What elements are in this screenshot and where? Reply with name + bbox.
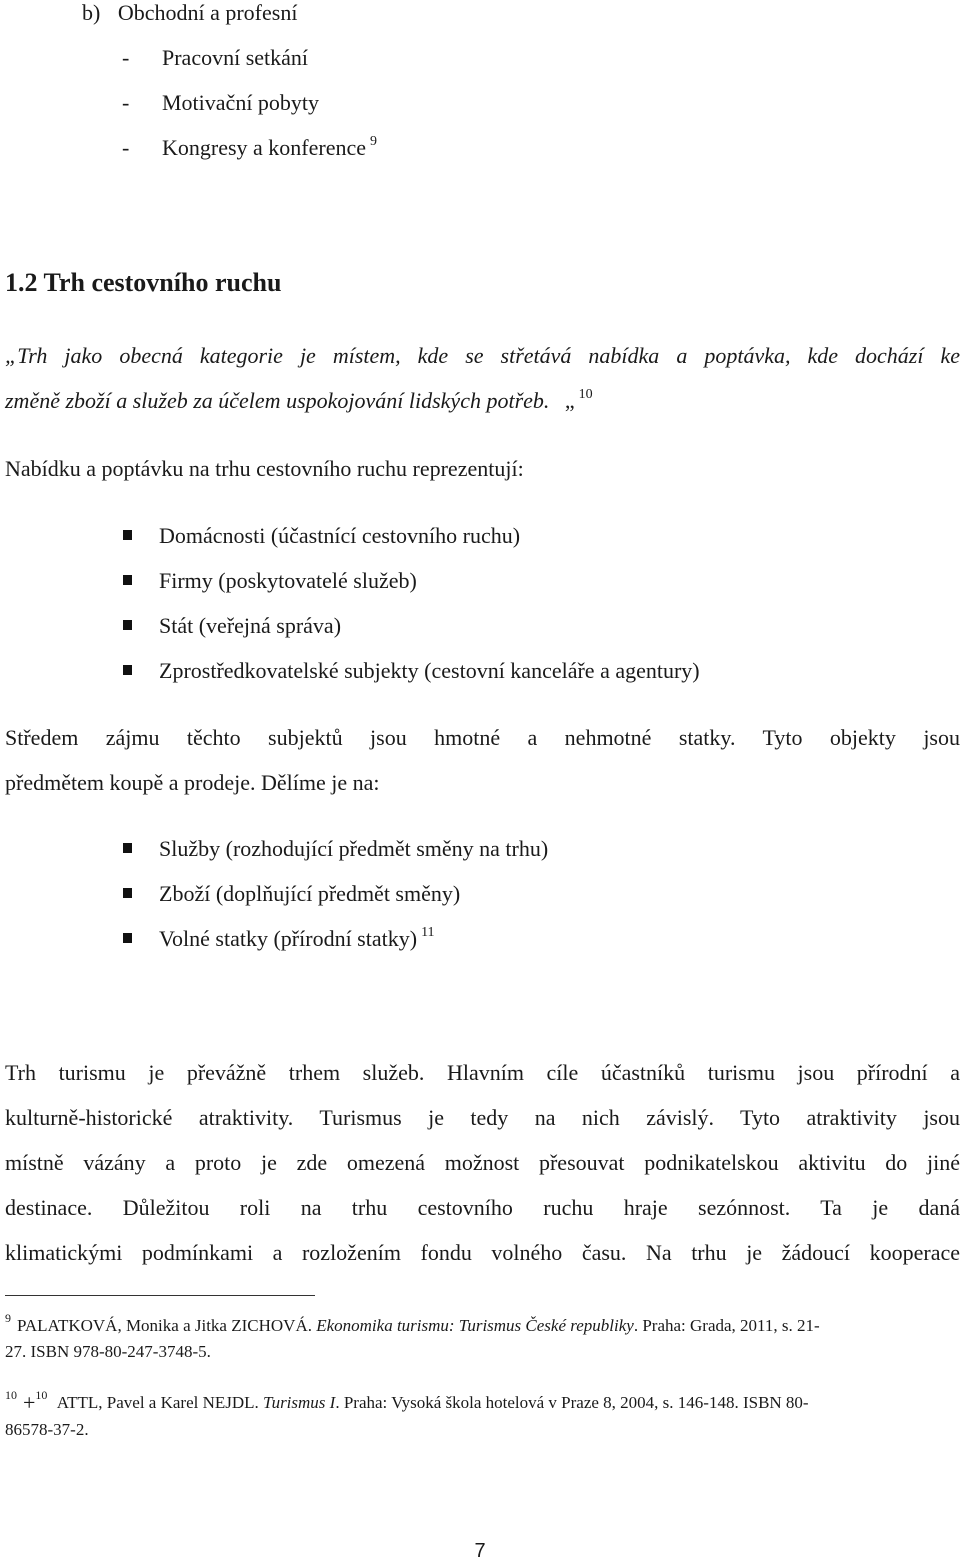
footnote-10-continued: 86578-37-2. [5,1420,89,1439]
paragraph-line: místně vázány a proto je zde omezená možnost přesouvat podnikatelskou aktivitu do jiné [5,1150,960,1175]
square-bullet-icon [123,620,132,630]
section-heading: 1.2 Trh cestovního ruchu [5,268,282,297]
quote-close-mark: „ [564,388,575,413]
list-item-text: Motivační pobyty [162,90,320,115]
footnote-ref[interactable]: 11 [421,925,435,940]
footnote-publisher: . Praha: Grada, 2011, s. 21- [633,1316,820,1335]
paragraph-line: Středem zájmu těchto subjektů jsou hmotné a nehmotné statky. Tyto objekty jsou [5,725,960,750]
list-item-text: Zboží (doplňující předmět směny) [159,881,461,906]
footnote-mark: 9 [5,1311,11,1325]
square-bullet-icon [123,843,132,853]
quote-text: změně zboží a služeb za účelem uspokojování lidských potřeb. [5,388,550,413]
square-bullet-icon [123,665,132,675]
list-item-label: Volné statky (přírodní statky) [159,926,418,951]
footnote-separator [5,1295,315,1296]
page-number: 7 [474,1540,486,1562]
dash-marker: - [122,135,130,160]
list-b-label: b) [82,0,101,25]
quote-line-last [5,388,593,418]
footnote-mark: 10 [5,1388,17,1402]
paragraph-line: klimatickými podmínkami a rozložením fondu volného času. Na trhu je žádoucí kooperace [5,1240,960,1265]
list-item-text: Služby (rozhodující předmět směny na trhu) [159,836,549,861]
footnote-9-continued: 27. ISBN 978-80-247-3748-5. [5,1342,211,1361]
footnote-9 [5,1311,820,1337]
list-item-text: Domácnosti (účastnící cestovního ruchu) [159,523,521,548]
square-bullet-icon [123,575,132,585]
list-item-label: Kongresy a konference [162,135,367,160]
square-bullet-icon [123,933,132,943]
footnote-ref[interactable]: 10 [578,387,593,402]
footnote-ref[interactable]: 9 [370,134,378,149]
paragraph-line: předmětem koupě a prodeje. Dělíme je na: [5,770,380,795]
list-item-text: Pracovní setkání [162,45,309,70]
intro-text: Nabídku a poptávku na trhu cestovního ruchu reprezentují: [5,456,524,481]
footnote-10 [5,1388,809,1415]
footnote-title: Turismus I [263,1393,336,1412]
list-item-text: Zprostředkovatelské subjekty (cestovní kanceláře a agentury) [159,658,700,683]
quote-line: „Trh jako obecná kategorie je místem, kde se střetává nabídka a poptávka, kde dochází ke [5,343,960,368]
footnote-plus: + [23,1390,36,1415]
list-item-text: Firmy (poskytovatelé služeb) [159,568,417,593]
footnote-authors: PALATKOVÁ, Monika a Jitka ZICHOVÁ. [17,1316,312,1335]
square-bullet-icon [123,888,132,898]
list-item-text: Stát (veřejná správa) [159,613,342,638]
footnote-publisher: . Praha: Vysoká škola hotelová v Praze 8, 2004, s. 146-148. ISBN 80- [335,1393,809,1412]
dash-marker: - [122,45,130,70]
list-b-heading [82,0,297,26]
list-item-text [162,135,377,165]
list-item-text [159,926,435,956]
paragraph-line: Trh turismu je převážně trhem služeb. Hlavním cíle účastníků turismu jsou přírodní a [5,1060,960,1085]
list-b-title: Obchodní a profesní [117,0,298,25]
footnote-title: Ekonomika turismu: Turismus České republiky [316,1316,634,1335]
paragraph-line: destinace. Důležitou roli na trhu cestovního ruchu hraje sezónnost. Ta je daná [5,1195,960,1220]
footnote-authors: ATTL, Pavel a Karel NEJDL. [56,1393,259,1412]
dash-marker: - [122,90,130,115]
footnote-mark: 10 [35,1388,48,1402]
square-bullet-icon [123,530,132,540]
paragraph-line: kulturně-historické atraktivity. Turismus je tedy na nich závislý. Tyto atraktivity jsou [5,1105,960,1130]
